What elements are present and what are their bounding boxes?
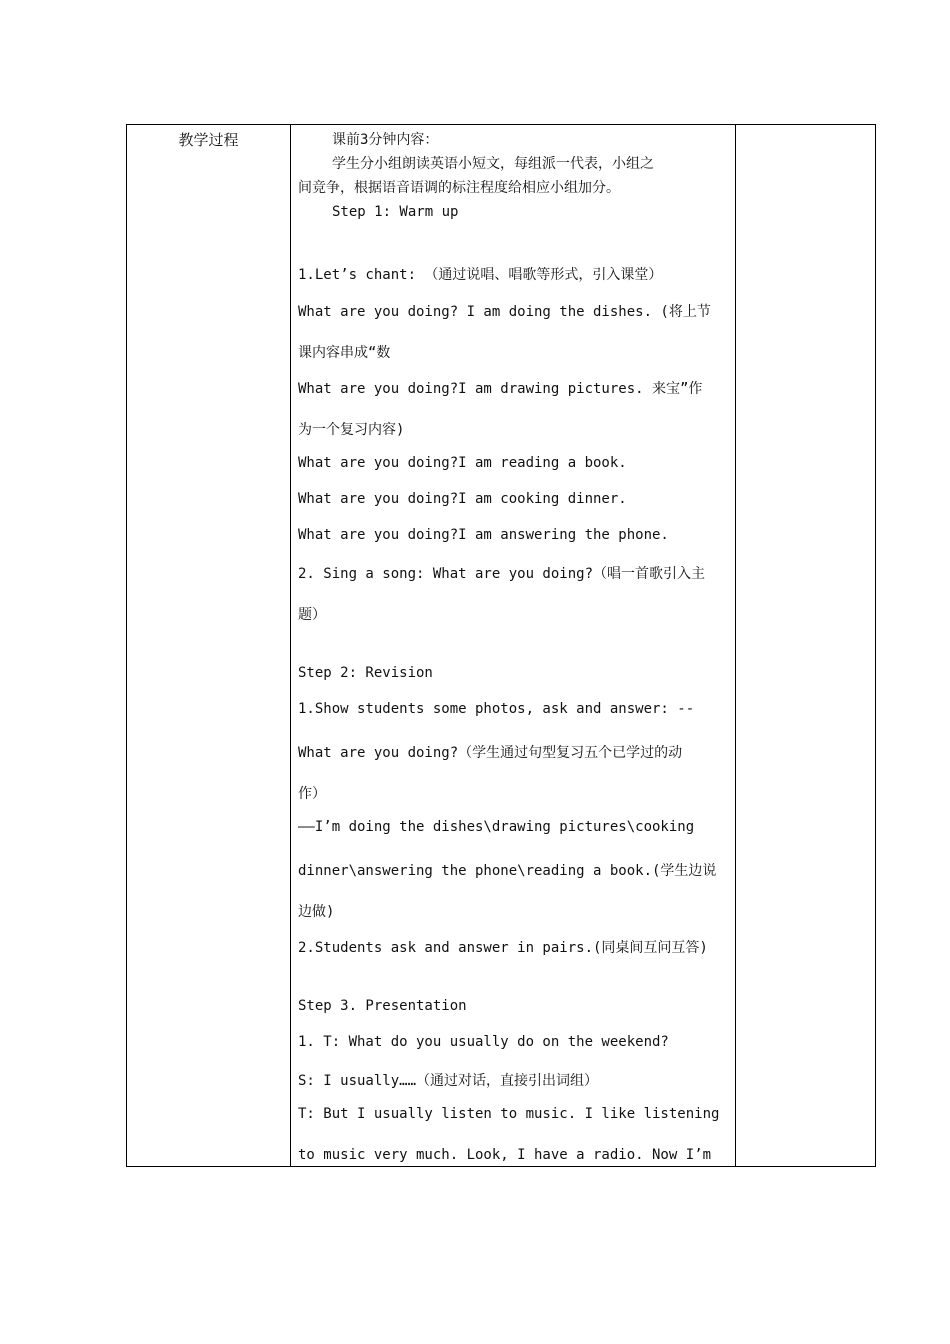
content-line: 1.Let’s chant: （通过说唱、唱歌等形式，引入课堂）: [298, 267, 663, 283]
row-label: 教学过程: [178, 131, 239, 149]
content-line: What are you doing?I am reading a book.: [298, 455, 627, 471]
content-line: What are you doing?（学生通过句型复习五个已学过的动: [298, 745, 683, 761]
content-line: 课内容串成“数: [298, 345, 391, 361]
content-line: to music very much. Look, I have a radio. Now I’m: [298, 1147, 712, 1163]
content-line: 2. Sing a song: What are you doing?（唱一首歌引入主: [298, 566, 706, 582]
content-line: S: I usually……（通过对话，直接引出词组）: [298, 1073, 599, 1089]
content-line: What are you doing?I am cooking dinner.: [298, 491, 627, 507]
column-divider-2: [735, 125, 736, 1166]
content-line: 2.Students ask and answer in pairs.(同桌间互问互答): [298, 940, 708, 956]
content-line: 1.Show students some photos, ask and answer: --: [298, 701, 695, 717]
content-line: 边做): [298, 904, 335, 920]
content-line: 间竞争，根据语音语调的标注程度给相应小组加分。: [298, 180, 620, 196]
content-line: Step 3. Presentation: [298, 998, 467, 1014]
content-line: Step 1: Warm up: [332, 204, 459, 220]
content-line: 题）: [298, 607, 326, 623]
content-line: 课前3分钟内容：: [332, 132, 439, 148]
content-line: ——I’m doing the dishes\drawing pictures\cooking: [298, 819, 695, 835]
content-line: dinner\answering the phone\reading a book.(学生边说: [298, 863, 717, 879]
content-line: 作）: [298, 786, 326, 802]
content-line: 为一个复习内容): [298, 422, 405, 438]
column-divider-1: [290, 125, 291, 1166]
lesson-table: [126, 124, 876, 1167]
content-line: What are you doing?I am answering the phone.: [298, 527, 669, 543]
content-line: 学生分小组朗读英语小短文，每组派一代表，小组之: [332, 156, 654, 172]
content-line: Step 2: Revision: [298, 665, 433, 681]
content-line: What are you doing?I am drawing pictures. 来宝”作: [298, 381, 703, 397]
content-line: 1. T: What do you usually do on the weekend?: [298, 1034, 669, 1050]
content-line: What are you doing? I am doing the dishes. (将上节: [298, 304, 711, 320]
content-line: T: But I usually listen to music. I like listening: [298, 1106, 720, 1122]
